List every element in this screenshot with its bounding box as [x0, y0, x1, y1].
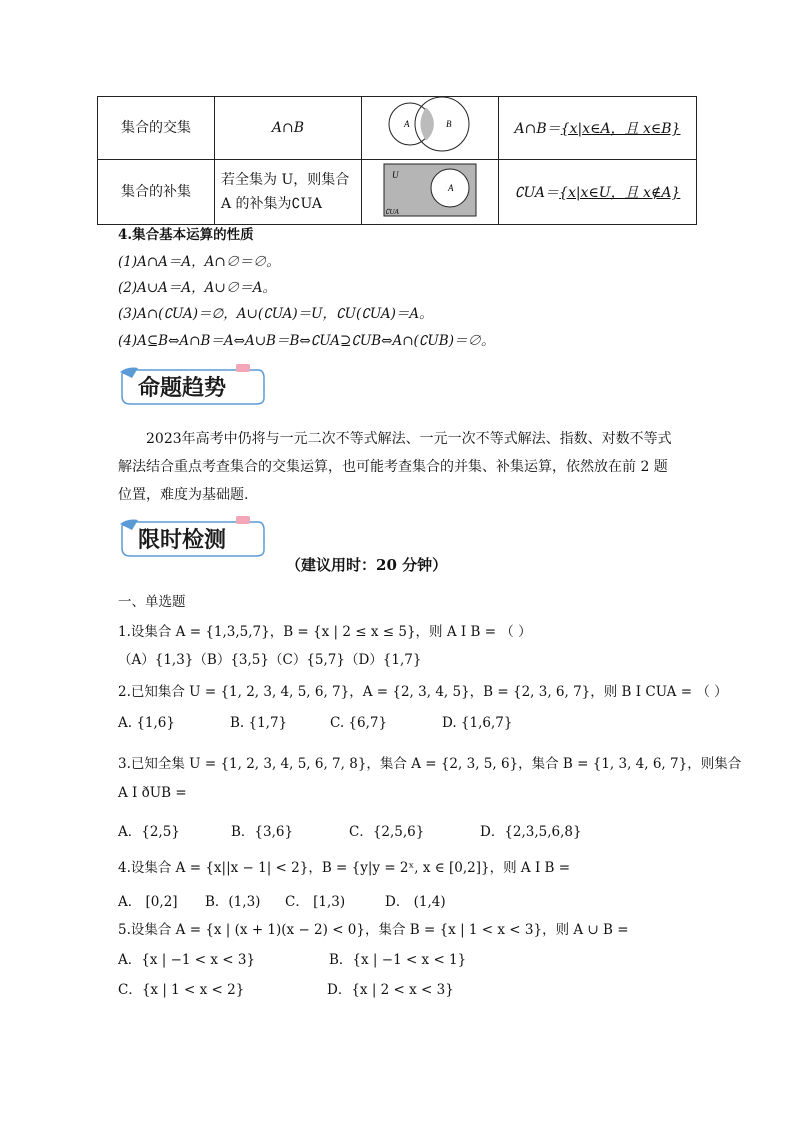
venn-label-complement: ∁UA [385, 208, 399, 216]
venn-cell [362, 160, 499, 225]
option: D. {1,6,7} [442, 715, 513, 731]
banner-label: 命题趋势 [138, 376, 227, 401]
option: D． (1,4) [385, 894, 446, 910]
op-result [499, 97, 697, 160]
option: A． [0,2] [118, 894, 178, 910]
option: C. {6,7} [330, 715, 388, 731]
option: C．{2,5,6} [349, 824, 425, 840]
property-item: (1)A∩A＝A，A∩∅＝∅。 [118, 254, 280, 270]
properties-heading: 4.集合基本运算的性质 [118, 227, 254, 243]
question-options [118, 978, 454, 998]
op-name: 集合的补集 [98, 160, 215, 225]
question-stem: 1.设集合 A = {1,3,5,7}，B = {x | 2 ≤ x ≤ 5}，则 A I B = （ ） [118, 624, 532, 640]
option: B. {1,7} [230, 715, 288, 731]
question-stem: 5.设集合 A = {x | (x + 1)(x − 2) < 0}，集合 B = {x | 1 < x < 3}，则 A ∪ B = [118, 922, 629, 938]
venn-label-b: B [446, 119, 452, 129]
option: B．{3,6} [231, 824, 294, 840]
question-stem: 3.已知全集 U = {1, 2, 3, 4, 5, 6, 7, 8}，集合 A = {2, 3, 5, 6}，集合 B = {1, 3, 4, 6, 7}，则集合 [118, 756, 742, 772]
option: A. {1,6} [118, 715, 175, 731]
section-banner-trend [118, 364, 268, 406]
question-options [118, 715, 512, 731]
op-description: 若全集为 U，则集合 A 的补集为∁UA [215, 160, 362, 225]
question-options [118, 890, 446, 910]
result-prefix: ∁UA＝ [514, 185, 560, 201]
set-operations-table [97, 96, 697, 225]
option: （C）{5,7} [268, 652, 345, 668]
question-stem-continued: A I ðUB = [118, 785, 187, 801]
question-options [118, 648, 421, 668]
option: D．{2,3,5,6,8} [480, 824, 582, 840]
property-item: (4)A⊆B⇔A∩B＝A⇔A∪B＝B⇔∁UA⊇∁UB⇔A∩(∁UB)＝∅。 [118, 333, 495, 349]
option: （A）{1,3} [118, 652, 194, 668]
op-name: 集合的交集 [98, 97, 215, 160]
option: （D）{1,7} [344, 652, 422, 668]
result-set: {x|x∈U，且 x∉A} [559, 185, 681, 201]
option: D．{x | 2 < x < 3} [327, 982, 454, 998]
property-item: (3)A∩(∁UA)＝∅，A∪(∁UA)＝U，∁U(∁UA)＝A。 [118, 306, 433, 322]
result-prefix: A∩B＝ [514, 121, 561, 137]
property-item: (2)A∪A＝A，A∪∅＝A。 [118, 280, 276, 296]
option: （B）{3,5} [193, 652, 269, 668]
table-row [98, 160, 697, 225]
venn-label-a: A [404, 119, 410, 129]
op-expression: A∩B [215, 97, 362, 160]
question-stem: 2.已知集合 U = {1, 2, 3, 4, 5, 6, 7}，A = {2, 3, 4, 5}，B = {2, 3, 6, 7}，则 B I CUA = （ ） [118, 684, 728, 700]
option: A．{x | −1 < x < 3} [118, 952, 256, 968]
option: C．{x | 1 < x < 2} [118, 982, 245, 998]
section-title: 一、单选题 [118, 594, 186, 610]
venn-cell [362, 97, 499, 160]
intersection-venn-diagram [362, 97, 498, 155]
venn-label-a: A [448, 183, 454, 193]
suggested-time: （建议用时：20 分钟） [286, 556, 448, 574]
option: A．{2,5} [118, 824, 180, 840]
option: B．(1,3) [205, 894, 261, 910]
trend-paragraph: 2023年高考中仍将与一元二次不等式解法、一元一次不等式解法、指数、对数不等式解法结合重点考查集合的交集运算，也可能考查集合的并集、补集运算，依然放在前 2 题位置，难度为基础题. [118, 431, 672, 503]
op-result [499, 160, 697, 225]
question-options [118, 820, 582, 840]
complement-venn-diagram [362, 160, 498, 220]
option: C． [1,3) [285, 894, 346, 910]
section-banner-test [118, 516, 268, 558]
venn-label-u: U [392, 170, 399, 180]
banner-label: 限时检测 [138, 528, 227, 553]
option: B．{x | −1 < x < 1} [329, 952, 467, 968]
question-stem: 4.设集合 A = {x||x − 1| < 2}，B = {y|y = 2ˣ, x ∈ [0,2]}，则 A I B = [118, 860, 571, 876]
result-set: {x|x∈A，且 x∈B} [560, 121, 681, 137]
table-row [98, 97, 697, 160]
question-options [118, 948, 466, 968]
